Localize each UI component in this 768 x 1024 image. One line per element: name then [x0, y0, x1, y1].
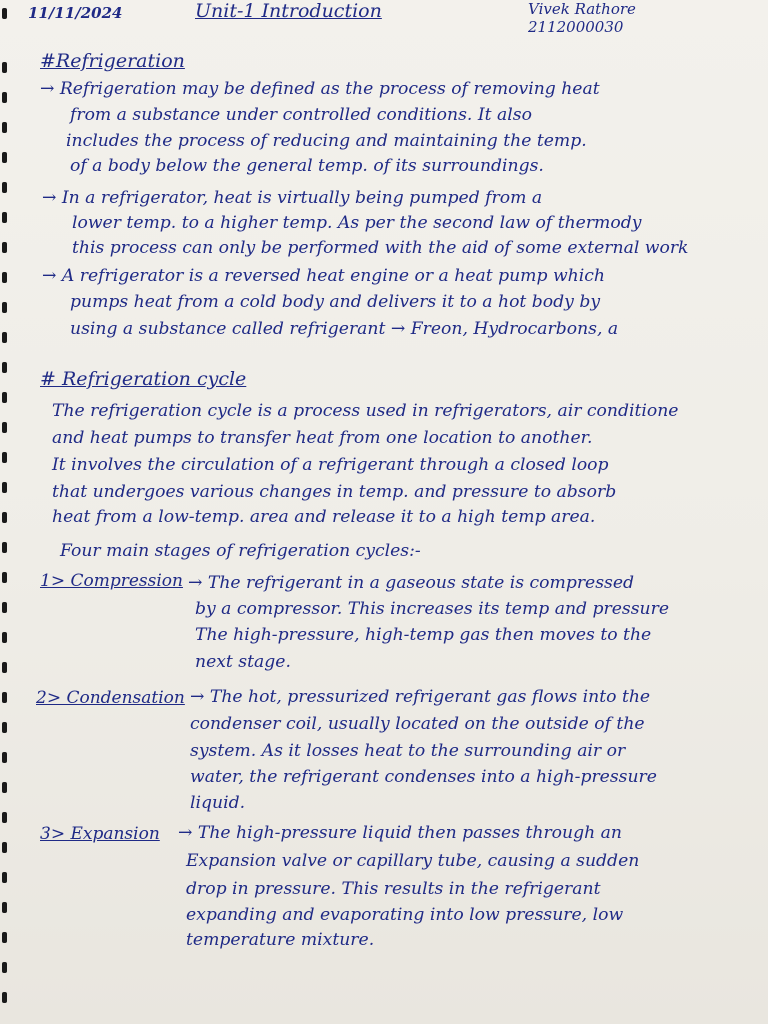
binding-hole [2, 812, 7, 823]
binding-hole [2, 692, 7, 703]
binding-hole [2, 992, 7, 1003]
binding-hole [2, 512, 7, 523]
binding-hole [2, 482, 7, 493]
binding-hole [2, 122, 7, 133]
binding-hole [2, 752, 7, 763]
binding-hole [2, 62, 7, 73]
stage-label-condensation: 2> Condensation [36, 688, 185, 708]
text-line: from a substance under controlled conditions. It also [70, 105, 532, 125]
text-line: It involves the circulation of a refrigerant through a closed loop [52, 455, 609, 475]
text-line: next stage. [195, 652, 291, 672]
text-line: water, the refrigerant condenses into a high-pressure [190, 767, 657, 787]
binding-hole [2, 542, 7, 553]
binding-hole [2, 212, 7, 223]
text-line: by a compressor. This increases its temp and pressure [195, 599, 670, 619]
text-line: → The refrigerant in a gaseous state is compressed [188, 573, 635, 593]
binding-hole [2, 272, 7, 283]
spiral-binding [0, 0, 14, 1024]
binding-hole [2, 662, 7, 673]
text-line: this process can only be performed with the aid of some external work [72, 238, 689, 258]
text-line: drop in pressure. This results in the refrigerant [186, 879, 601, 899]
binding-hole [2, 302, 7, 313]
binding-hole [2, 572, 7, 583]
binding-hole [2, 422, 7, 433]
binding-hole [2, 632, 7, 643]
binding-hole [2, 332, 7, 343]
text-line: heat from a low-temp. area and release it to a high temp area. [52, 507, 596, 527]
binding-hole [2, 362, 7, 373]
binding-hole [2, 782, 7, 793]
page-title: Unit-1 Introduction [195, 0, 382, 22]
text-line: Expansion valve or capillary tube, causing a sudden [186, 851, 640, 871]
text-line: expanding and evaporating into low pressure, low [186, 905, 624, 925]
text-line: that undergoes various changes in temp. and pressure to absorb [52, 482, 617, 502]
binding-hole [2, 392, 7, 403]
author-block [528, 0, 743, 36]
text-line: lower temp. to a higher temp. As per the second law of thermody [72, 213, 642, 233]
author-id: 2112000030 [528, 18, 624, 36]
stage-label-compression: 1> Compression [40, 571, 183, 591]
text-line: using a substance called refrigerant → Freon, Hydrocarbons, a [70, 319, 619, 339]
text-line: pumps heat from a cold body and delivers it to a hot body by [70, 292, 601, 312]
binding-hole [2, 602, 7, 613]
section-heading-refrigeration: #Refrigeration [40, 50, 185, 72]
text-line: → In a refrigerator, heat is virtually being pumped from a [42, 188, 543, 208]
text-line: The high-pressure, high-temp gas then moves to the [195, 625, 652, 645]
text-line: → A refrigerator is a reversed heat engine or a heat pump which [42, 266, 605, 286]
binding-hole [2, 182, 7, 193]
text-line: → Refrigeration may be defined as the process of removing heat [40, 79, 600, 99]
text-line: → The high-pressure liquid then passes through an [178, 823, 622, 843]
binding-hole [2, 152, 7, 163]
text-line: → The hot, pressurized refrigerant gas flows into the [190, 687, 651, 707]
binding-hole [2, 962, 7, 973]
binding-hole [2, 872, 7, 883]
text-line: of a body below the general temp. of its surroundings. [70, 156, 544, 176]
text-line: The refrigeration cycle is a process used in refrigerators, air conditione [52, 401, 679, 421]
text-line: includes the process of reducing and maintaining the temp. [66, 131, 587, 151]
text-line: system. As it losses heat to the surrounding air or [190, 741, 626, 761]
author-name: Vivek Rathore [528, 0, 636, 18]
binding-hole [2, 932, 7, 943]
text-line: condenser coil, usually located on the outside of the [190, 714, 645, 734]
binding-hole [2, 902, 7, 913]
binding-hole [2, 452, 7, 463]
note-date: 11/11/2024 [28, 4, 123, 22]
binding-hole [2, 92, 7, 103]
binding-hole [2, 842, 7, 853]
stage-label-expansion: 3> Expansion [40, 824, 160, 844]
binding-hole [2, 242, 7, 253]
text-line: and heat pumps to transfer heat from one location to another. [52, 428, 593, 448]
text-line: liquid. [190, 793, 246, 813]
binding-hole [2, 8, 7, 19]
text-line: temperature mixture. [186, 930, 375, 950]
binding-hole [2, 722, 7, 733]
section-heading-refrigeration-cycle: # Refrigeration cycle [40, 368, 247, 390]
stages-intro: Four main stages of refrigeration cycles:- [60, 541, 421, 561]
